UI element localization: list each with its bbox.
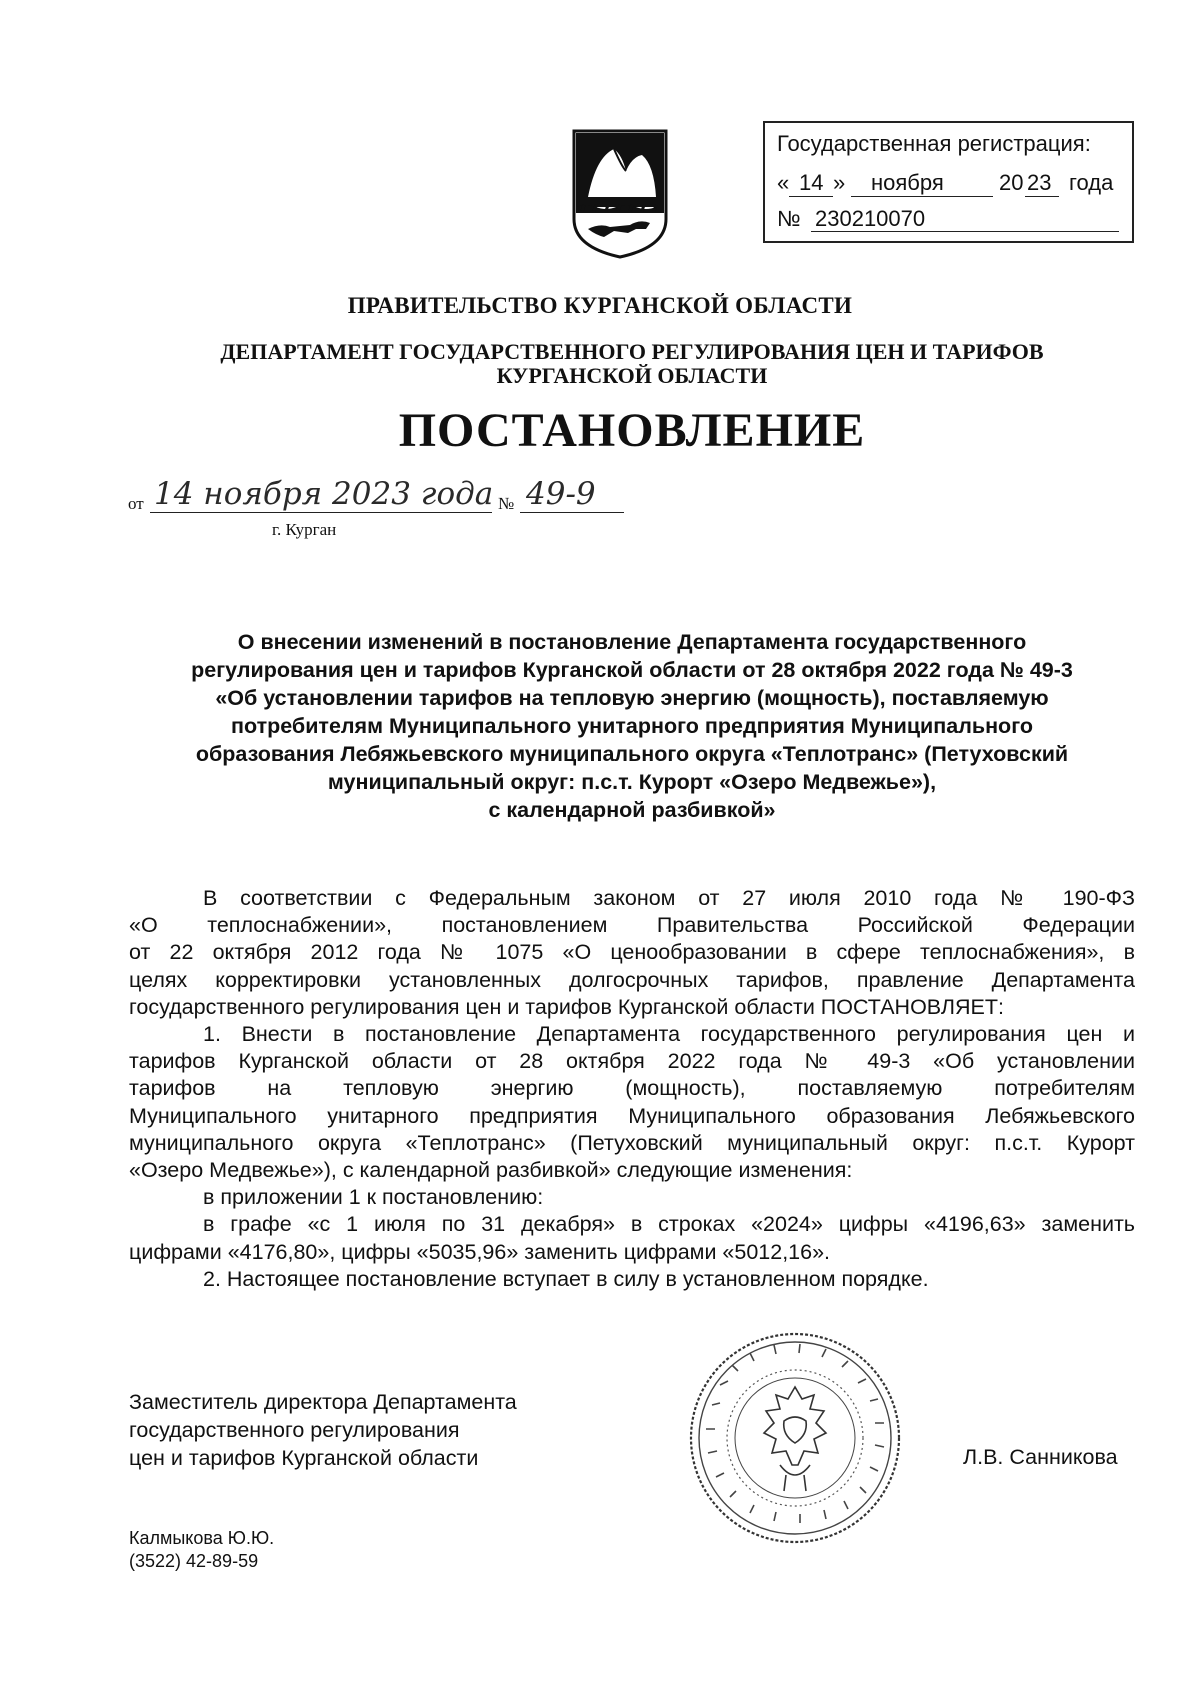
body-line: целях корректировки установленных долгосрочных тарифов, правление Департамента — [129, 967, 1135, 992]
registration-year-suffix: 23 — [1027, 170, 1052, 195]
official-seal-stamp — [680, 1325, 910, 1551]
city-label: г. Курган — [272, 520, 337, 539]
handwritten-date: 14 ноября 2023 года — [154, 476, 494, 512]
body-line: В соответствии с Федеральным законом от 27 июля 2010 года № 190-ФЗ — [203, 886, 1135, 910]
role-line: Заместитель директора Департамента — [129, 1390, 517, 1414]
title-line: потребителям Муниципального унитарного предприятия Муниципального — [231, 714, 1033, 738]
role-line: цен и тарифов Курганской области — [129, 1446, 479, 1470]
government-title: ПРАВИТЕЛЬСТВО КУРГАНСКОЙ ОБЛАСТИ — [347, 293, 853, 318]
registration-date: « 14 » ноября 20 23 года — [777, 170, 1114, 195]
registration-number: 230210070 — [815, 206, 926, 231]
number-label: № — [498, 494, 515, 513]
body-line: Муниципального унитарного предприятия Муниципального образования Лебяжьевского — [129, 1103, 1135, 1128]
body-line: тарифов Курганской области от 28 октября 2022 года № 49-3 «Об установлении — [129, 1049, 1135, 1074]
executor-contact — [129, 1527, 274, 1573]
registration-box — [763, 121, 1134, 243]
body-line: 1. Внести в постановление Департамента государственного регулирования цен и — [203, 1022, 1135, 1047]
resolution-body — [129, 885, 1135, 1293]
registration-year-word: года — [1069, 170, 1114, 195]
title-line: муниципальный округ: п.с.т. Курорт «Озеро Медвежье»), — [327, 770, 937, 794]
registration-year-prefix: 20 — [999, 170, 1024, 195]
registration-day: 14 — [799, 170, 824, 195]
title-line: регулирования цен и тарифов Курганской области от 28 октября 2022 года № 49-3 — [191, 658, 1073, 682]
department-title-line1: ДЕПАРТАМЕНТ ГОСУДАРСТВЕННОГО РЕГУЛИРОВАНИЯ ЦЕН И ТАРИФОВ — [220, 339, 1044, 364]
executor-phone: (3522) 42-89-59 — [129, 1551, 259, 1571]
body-line: в приложении 1 к постановлению: — [203, 1185, 544, 1210]
registration-number-label: № — [777, 206, 801, 231]
coat-of-arms-icon — [570, 127, 670, 261]
body-line: муниципального округа «Теплотранс» (Петуховский муниципальный округ: п.с.т. Курорт — [129, 1130, 1135, 1155]
registration-number-row — [777, 206, 1122, 234]
executor-name: Калмыкова Ю.Ю. — [129, 1528, 275, 1548]
body-line: от 22 октября 2012 года № 1075 «О ценообразовании в сфере теплоснабжения», в — [129, 940, 1135, 965]
role-line: государственного регулирования — [129, 1418, 460, 1442]
resolution-title — [120, 628, 1144, 824]
title-line: О внесении изменений в постановление Департамента государственного — [237, 630, 1027, 654]
signatory-name: Л.В. Санникова — [963, 1445, 1118, 1469]
title-line: с календарной разбивкой» — [488, 798, 776, 822]
body-line: цифрами «4176,80», цифры «5035,96» заменить цифрами «5012,16». — [129, 1239, 831, 1264]
date-from-label: от — [128, 494, 144, 513]
body-line: «О теплоснабжении», постановлением Правительства Российской Федерации — [129, 913, 1135, 938]
date-number-line — [128, 478, 648, 518]
body-line: тарифов на тепловую энергию (мощность), поставляемую потребителям — [129, 1076, 1135, 1101]
signatory-role — [129, 1388, 517, 1472]
body-line: 2. Настоящее постановление вступает в силу в установленном порядке. — [203, 1266, 929, 1291]
department-title-line2: КУРГАНСКОЙ ОБЛАСТИ — [496, 363, 768, 388]
title-line: «Об установлении тарифов на тепловую энергию (мощность), поставляемую — [215, 686, 1049, 710]
body-line: государственного регулирования цен и тарифов Курганской области ПОСТАНОВЛЯЕТ: — [129, 994, 1004, 1019]
registration-title: Государственная регистрация: — [777, 131, 1091, 156]
document-type-title: ПОСТАНОВЛЕНИЕ — [398, 404, 866, 457]
body-line: в графе «с 1 июля по 31 декабря» в строках «2024» цифры «4196,63» заменить — [203, 1212, 1135, 1237]
body-line: «Озеро Медвежье»), с календарной разбивкой» следующие изменения: — [129, 1158, 853, 1183]
title-line: образования Лебяжьевского муниципального округа «Теплотранс» (Петуховский — [195, 742, 1069, 766]
registration-month: ноября — [871, 170, 944, 195]
handwritten-number: 49-9 — [526, 476, 596, 512]
